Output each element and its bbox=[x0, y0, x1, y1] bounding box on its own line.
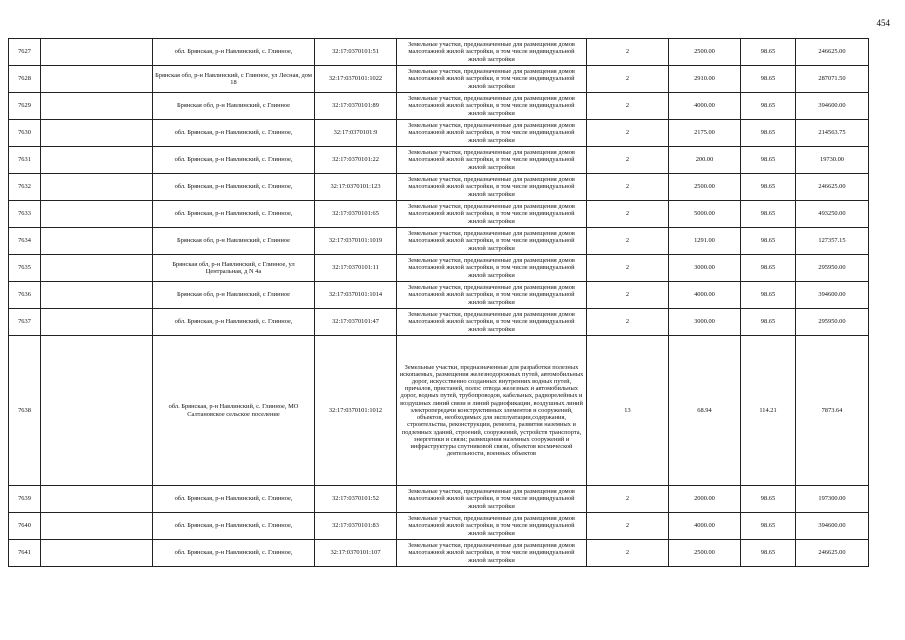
cadastral-value-cell: 295950.00 bbox=[796, 255, 869, 282]
address-cell: обл. Брянская, р-н Навлинский, с. Глинное, МО Салтановское сельское поселение bbox=[153, 336, 315, 486]
area-cell: 1291.00 bbox=[669, 228, 741, 255]
cadastral-number-cell: 32:17:0370101:22 bbox=[315, 147, 397, 174]
area-cell: 2175.00 bbox=[669, 120, 741, 147]
rate-cell: 98.65 bbox=[741, 228, 796, 255]
table-row bbox=[9, 309, 869, 336]
land-use-cell: Земельные участки, предназначенные для разработки полезных ископаемых, размещения железнодорожных путей, автомобильных дорог, искусственно созданных внутренних водных путей, причалов, пристаней, полос отвода железных и автомобильных дорог, водных путей, трубопроводов, кабельных, радиорелейных и воздушных линий связи и линий радиофикации, воздушных линий электропередачи конструктивных элементов и сооружений, объектов, необходимых для эксплуатации,содержания, строительства, реконструкции, ремонта, развития наземных и подземных зданий, строений, сооружений, устройств транспорта, энергетики и связи; размещения наземных сооружений и инфраструктуры спутниковой связи, объектов космической деятельности, военных объектов bbox=[397, 336, 587, 486]
table-row bbox=[9, 174, 869, 201]
land-use-cell: Земельные участки, предназначенные для размещения домов малоэтажной жилой застройки, в том числе индивидуальной жилой застройки bbox=[397, 66, 587, 93]
table-row bbox=[9, 120, 869, 147]
empty-cell bbox=[41, 513, 153, 540]
page-number: 454 bbox=[876, 18, 890, 28]
land-use-cell: Земельные участки, предназначенные для размещения домов малоэтажной жилой застройки, в том числе индивидуальной жилой застройки bbox=[397, 147, 587, 174]
table-row bbox=[9, 147, 869, 174]
cadastral-value-cell: 246625.00 bbox=[796, 540, 869, 567]
cadastral-number-cell: 32:17:0370101:9 bbox=[315, 120, 397, 147]
area-cell: 2000.00 bbox=[669, 486, 741, 513]
cadastral-number-cell: 32:17:0370101:1014 bbox=[315, 282, 397, 309]
address-cell: Брянская обл, р-н Навлинский, с Глинное, ул Центральная, д N 4а bbox=[153, 255, 315, 282]
cadastral-number-cell: 32:17:0370101:47 bbox=[315, 309, 397, 336]
empty-cell bbox=[41, 540, 153, 567]
rate-cell: 98.65 bbox=[741, 93, 796, 120]
address-cell: Брянская обл, р-н Навлинский, с Глинное bbox=[153, 93, 315, 120]
area-cell: 4000.00 bbox=[669, 282, 741, 309]
land-use-cell: Земельные участки, предназначенные для размещения домов малоэтажной жилой застройки, в том числе индивидуальной жилой застройки bbox=[397, 93, 587, 120]
cadastral-value-cell: 394600.00 bbox=[796, 282, 869, 309]
cadastral-number-cell: 32:17:0370101:51 bbox=[315, 39, 397, 66]
table-row bbox=[9, 513, 869, 540]
table-row bbox=[9, 39, 869, 66]
table-row bbox=[9, 540, 869, 567]
category-cell: 2 bbox=[587, 147, 669, 174]
rate-cell: 98.65 bbox=[741, 255, 796, 282]
category-cell: 13 bbox=[587, 336, 669, 486]
category-cell: 2 bbox=[587, 120, 669, 147]
land-use-cell: Земельные участки, предназначенные для размещения домов малоэтажной жилой застройки, в том числе индивидуальной жилой застройки bbox=[397, 486, 587, 513]
cadastral-number-cell: 32:17:0370101:52 bbox=[315, 486, 397, 513]
cadastral-number-cell: 32:17:0370101:107 bbox=[315, 540, 397, 567]
cadastral-value-cell: 493250.00 bbox=[796, 201, 869, 228]
row-number-cell: 7631 bbox=[9, 147, 41, 174]
row-number-cell: 7641 bbox=[9, 540, 41, 567]
category-cell: 2 bbox=[587, 309, 669, 336]
rate-cell: 98.65 bbox=[741, 540, 796, 567]
row-number-cell: 7639 bbox=[9, 486, 41, 513]
cadastral-value-cell: 127357.15 bbox=[796, 228, 869, 255]
cadastral-value-cell: 287071.50 bbox=[796, 66, 869, 93]
empty-cell bbox=[41, 66, 153, 93]
table-body bbox=[9, 39, 869, 567]
address-cell: обл. Брянская, р-н Навлинский, с. Глинное, bbox=[153, 540, 315, 567]
empty-cell bbox=[41, 93, 153, 120]
row-number-cell: 7635 bbox=[9, 255, 41, 282]
rate-cell: 98.65 bbox=[741, 120, 796, 147]
area-cell: 4000.00 bbox=[669, 93, 741, 120]
land-use-cell: Земельные участки, предназначенные для размещения домов малоэтажной жилой застройки, в том числе индивидуальной жилой застройки bbox=[397, 513, 587, 540]
empty-cell bbox=[41, 147, 153, 174]
table-row bbox=[9, 255, 869, 282]
empty-cell bbox=[41, 201, 153, 228]
area-cell: 3000.00 bbox=[669, 255, 741, 282]
land-use-cell: Земельные участки, предназначенные для размещения домов малоэтажной жилой застройки, в том числе индивидуальной жилой застройки bbox=[397, 201, 587, 228]
table-row bbox=[9, 282, 869, 309]
table-row bbox=[9, 336, 869, 486]
category-cell: 2 bbox=[587, 255, 669, 282]
area-cell: 4000.00 bbox=[669, 513, 741, 540]
cadastral-value-cell: 394600.00 bbox=[796, 513, 869, 540]
row-number-cell: 7633 bbox=[9, 201, 41, 228]
empty-cell bbox=[41, 282, 153, 309]
address-cell: обл. Брянская, р-н Навлинский, с. Глинное, bbox=[153, 309, 315, 336]
cadastral-value-cell: 246625.00 bbox=[796, 39, 869, 66]
address-cell: обл. Брянская, р-н Навлинский, с. Глинное, bbox=[153, 39, 315, 66]
cadastral-value-cell: 295950.00 bbox=[796, 309, 869, 336]
area-cell: 2500.00 bbox=[669, 174, 741, 201]
empty-cell bbox=[41, 120, 153, 147]
table-row bbox=[9, 93, 869, 120]
land-use-cell: Земельные участки, предназначенные для размещения домов малоэтажной жилой застройки, в том числе индивидуальной жилой застройки bbox=[397, 309, 587, 336]
address-cell: обл. Брянская, р-н Навлинский, с. Глинное, bbox=[153, 147, 315, 174]
category-cell: 2 bbox=[587, 486, 669, 513]
row-number-cell: 7640 bbox=[9, 513, 41, 540]
table-row bbox=[9, 486, 869, 513]
cadastral-number-cell: 32:17:0370101:123 bbox=[315, 174, 397, 201]
category-cell: 2 bbox=[587, 540, 669, 567]
cadastral-number-cell: 32:17:0370101:65 bbox=[315, 201, 397, 228]
address-cell: Брянская обл, р-н Навлинский, с Глинное bbox=[153, 228, 315, 255]
row-number-cell: 7634 bbox=[9, 228, 41, 255]
category-cell: 2 bbox=[587, 228, 669, 255]
empty-cell bbox=[41, 309, 153, 336]
address-cell: Брянская обл, р-н Навлинский, с Глинное, ул Лесная, дом 18 bbox=[153, 66, 315, 93]
area-cell: 5000.00 bbox=[669, 201, 741, 228]
row-number-cell: 7638 bbox=[9, 336, 41, 486]
cadastral-number-cell: 32:17:0370101:89 bbox=[315, 93, 397, 120]
row-number-cell: 7628 bbox=[9, 66, 41, 93]
land-use-cell: Земельные участки, предназначенные для размещения домов малоэтажной жилой застройки, в том числе индивидуальной жилой застройки bbox=[397, 174, 587, 201]
cadastral-value-cell: 7873.64 bbox=[796, 336, 869, 486]
empty-cell bbox=[41, 228, 153, 255]
address-cell: обл. Брянская, р-н Навлинский, с. Глинное, bbox=[153, 513, 315, 540]
rate-cell: 98.65 bbox=[741, 39, 796, 66]
empty-cell bbox=[41, 486, 153, 513]
address-cell: обл. Брянская, р-н Навлинский, с. Глинное, bbox=[153, 174, 315, 201]
row-number-cell: 7629 bbox=[9, 93, 41, 120]
category-cell: 2 bbox=[587, 201, 669, 228]
address-cell: Брянская обл, р-н Навлинский, с Глинное bbox=[153, 282, 315, 309]
category-cell: 2 bbox=[587, 39, 669, 66]
area-cell: 3000.00 bbox=[669, 309, 741, 336]
empty-cell bbox=[41, 174, 153, 201]
land-use-cell: Земельные участки, предназначенные для размещения домов малоэтажной жилой застройки, в том числе индивидуальной жилой застройки bbox=[397, 39, 587, 66]
rate-cell: 98.65 bbox=[741, 282, 796, 309]
table-row bbox=[9, 228, 869, 255]
row-number-cell: 7632 bbox=[9, 174, 41, 201]
land-use-cell: Земельные участки, предназначенные для размещения домов малоэтажной жилой застройки, в том числе индивидуальной жилой застройки bbox=[397, 255, 587, 282]
empty-cell bbox=[41, 39, 153, 66]
land-use-cell: Земельные участки, предназначенные для размещения домов малоэтажной жилой застройки, в том числе индивидуальной жилой застройки bbox=[397, 120, 587, 147]
address-cell: обл. Брянская, р-н Навлинский, с. Глинное, bbox=[153, 486, 315, 513]
address-cell: обл. Брянская, р-н Навлинский, с. Глинное, bbox=[153, 201, 315, 228]
category-cell: 2 bbox=[587, 93, 669, 120]
row-number-cell: 7630 bbox=[9, 120, 41, 147]
area-cell: 2910.00 bbox=[669, 66, 741, 93]
cadastral-value-cell: 197300.00 bbox=[796, 486, 869, 513]
category-cell: 2 bbox=[587, 282, 669, 309]
address-cell: обл. Брянская, р-н Навлинский, с. Глинное, bbox=[153, 120, 315, 147]
cadastral-number-cell: 32:17:0370101:83 bbox=[315, 513, 397, 540]
land-registry-table bbox=[8, 38, 869, 567]
cadastral-value-cell: 394600.00 bbox=[796, 93, 869, 120]
rate-cell: 98.65 bbox=[741, 513, 796, 540]
rate-cell: 98.65 bbox=[741, 147, 796, 174]
empty-cell bbox=[41, 336, 153, 486]
row-number-cell: 7627 bbox=[9, 39, 41, 66]
land-use-cell: Земельные участки, предназначенные для размещения домов малоэтажной жилой застройки, в том числе индивидуальной жилой застройки bbox=[397, 228, 587, 255]
rate-cell: 98.65 bbox=[741, 486, 796, 513]
rate-cell: 98.65 bbox=[741, 66, 796, 93]
cadastral-number-cell: 32:17:0370101:11 bbox=[315, 255, 397, 282]
area-cell: 2500.00 bbox=[669, 39, 741, 66]
table-row bbox=[9, 66, 869, 93]
land-use-cell: Земельные участки, предназначенные для размещения домов малоэтажной жилой застройки, в том числе индивидуальной жилой застройки bbox=[397, 540, 587, 567]
cadastral-value-cell: 214563.75 bbox=[796, 120, 869, 147]
category-cell: 2 bbox=[587, 174, 669, 201]
row-number-cell: 7637 bbox=[9, 309, 41, 336]
area-cell: 68.94 bbox=[669, 336, 741, 486]
category-cell: 2 bbox=[587, 66, 669, 93]
cadastral-number-cell: 32:17:0370101:1012 bbox=[315, 336, 397, 486]
land-use-cell: Земельные участки, предназначенные для размещения домов малоэтажной жилой застройки, в том числе индивидуальной жилой застройки bbox=[397, 282, 587, 309]
area-cell: 200.00 bbox=[669, 147, 741, 174]
rate-cell: 98.65 bbox=[741, 201, 796, 228]
empty-cell bbox=[41, 255, 153, 282]
row-number-cell: 7636 bbox=[9, 282, 41, 309]
cadastral-number-cell: 32:17:0370101:1019 bbox=[315, 228, 397, 255]
category-cell: 2 bbox=[587, 513, 669, 540]
rate-cell: 98.65 bbox=[741, 174, 796, 201]
cadastral-number-cell: 32:17:0370101:1022 bbox=[315, 66, 397, 93]
rate-cell: 114.21 bbox=[741, 336, 796, 486]
cadastral-value-cell: 246625.00 bbox=[796, 174, 869, 201]
cadastral-value-cell: 19730.00 bbox=[796, 147, 869, 174]
table-row bbox=[9, 201, 869, 228]
area-cell: 2500.00 bbox=[669, 540, 741, 567]
rate-cell: 98.65 bbox=[741, 309, 796, 336]
